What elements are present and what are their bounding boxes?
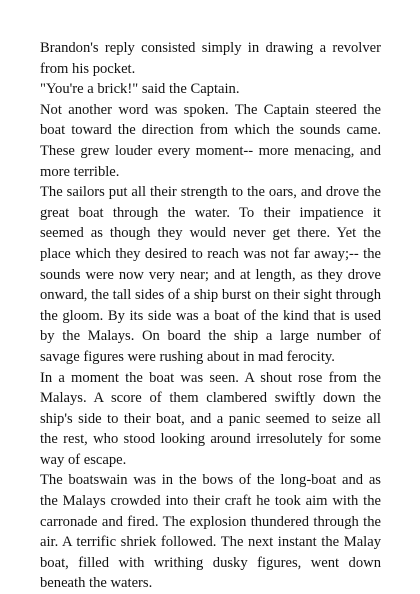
paragraph-boat-seen: In a moment the boat was seen. A shout rose from the Malays. A score of them clambered swiftly down the ship's side to their boat, and a panic seemed to seize all the rest, who stood looking around irresolutely for some way of escape. <box>40 369 381 468</box>
paragraph-captain-steered: Not another word was spoken. The Captain steered the boat toward the direction from which the sounds came. These grew louder every moment-- more menacing, and more terrible. <box>40 101 381 180</box>
paragraph-sailors-rowing: The sailors put all their strength to the oars, and drove the great boat through the water. To their impatience it seemed as though they would never get there. Yet the place which they desired to reach was not far away;-- the sounds were now very near; and at length, as they drove onward, the tall sides of a ship burst on their sight through the gloom. By its side was a boat of the kind that is used by the Malays. On board the ship a large number of savage figures were rushing about in mad ferocity. <box>40 184 381 365</box>
document-page <box>40 38 381 594</box>
paragraph-brandon-reply: Brandon's reply consisted simply in drawing a revolver from his pocket. <box>40 40 381 77</box>
paragraph-captain-remark: "You're a brick!" said the Captain. <box>40 81 240 98</box>
paragraph-boatswain-fires: The boatswain was in the bows of the long-boat and as the Malays crowded into their craft he took aim with the carronade and fired. The explosion thundered through the air. A terrific shriek followed. The next instant the Malay boat, filled with writhing dusky figures, went down beneath the waters. <box>40 472 381 592</box>
